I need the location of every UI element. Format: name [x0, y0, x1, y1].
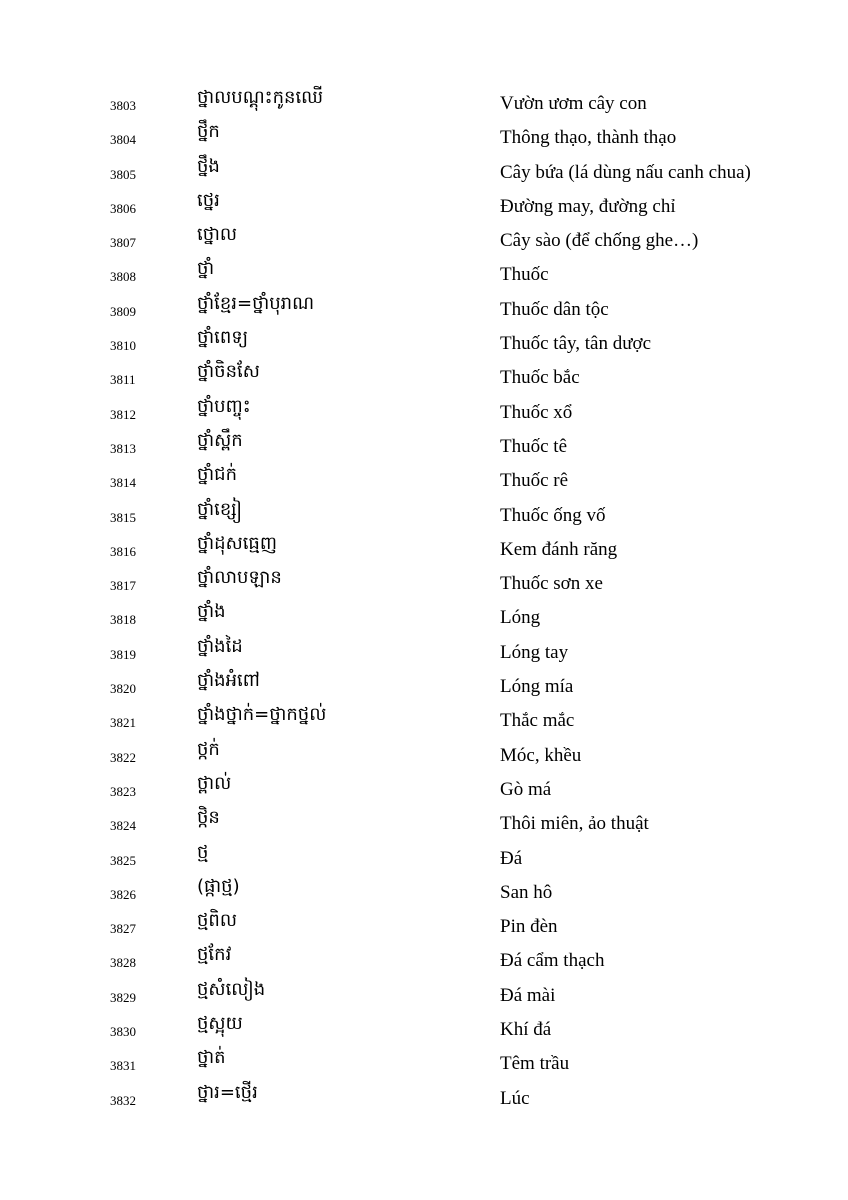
khmer-term: ថ្នាំខ្សៀ — [197, 498, 242, 520]
list-item — [0, 806, 848, 840]
khmer-term: ថ្នាំលាបឡាន — [197, 567, 282, 589]
vietnamese-translation: Đường may, đường chỉ — [500, 195, 676, 217]
vietnamese-translation: Cây sào (để chống ghe…) — [500, 230, 699, 252]
entry-number: 3817 — [110, 578, 136, 594]
list-item — [0, 223, 848, 257]
list-item — [0, 978, 848, 1012]
khmer-term: ថ្នារ=ថ្មើរ — [197, 1081, 258, 1103]
entry-number: 3811 — [110, 372, 136, 388]
khmer-term: ថ្នេរ — [197, 189, 220, 211]
list-item — [0, 1081, 848, 1115]
khmer-term: ថ្នាំងអំពៅ — [197, 670, 260, 692]
vietnamese-translation: Pin đèn — [500, 916, 558, 938]
vietnamese-translation: Thuốc tây, tân dược — [500, 333, 652, 355]
list-item — [0, 395, 848, 429]
entry-number: 3814 — [110, 475, 136, 491]
list-item — [0, 600, 848, 634]
list-item — [0, 257, 848, 291]
khmer-term: ថ្នាំងដៃ — [197, 635, 243, 657]
list-item — [0, 120, 848, 154]
khmer-term: ថ្នោល — [197, 224, 237, 246]
khmer-term: ថ្នឹក — [197, 121, 220, 143]
entry-number: 3828 — [110, 955, 136, 971]
list-item — [0, 566, 848, 600]
entry-number: 3822 — [110, 749, 136, 765]
vietnamese-translation: Thuốc — [500, 264, 549, 286]
list-item — [0, 875, 848, 909]
list-item — [0, 429, 848, 463]
entry-number: 3806 — [110, 200, 136, 216]
list-item — [0, 772, 848, 806]
vietnamese-translation: Thắc mắc — [500, 710, 575, 732]
vietnamese-translation: Thuốc rê — [500, 470, 569, 492]
entry-number: 3813 — [110, 440, 136, 456]
list-item — [0, 360, 848, 394]
list-item — [0, 86, 848, 120]
entry-number: 3825 — [110, 852, 136, 868]
khmer-term: ថ្មពិល — [197, 910, 237, 932]
khmer-term: ថ្នាំពេទ្យ — [197, 327, 249, 349]
vietnamese-translation: Khí đá — [500, 1019, 552, 1041]
list-item — [0, 703, 848, 737]
entry-number: 3832 — [110, 1092, 136, 1108]
list-item — [0, 189, 848, 223]
khmer-term: ថ្មសំលៀង — [197, 978, 266, 1000]
entry-number: 3809 — [110, 303, 136, 319]
khmer-term: ថ្កិន — [197, 807, 220, 829]
vietnamese-translation: Đá mài — [500, 984, 556, 1006]
khmer-term: ថ្នាលបណ្ដុះកូនឈើ — [197, 87, 324, 108]
khmer-term: ថ្មស្អុយ — [197, 1013, 243, 1035]
entry-number: 3810 — [110, 338, 136, 354]
khmer-term: ថ្នាំចិនសែ — [197, 361, 260, 383]
khmer-term: ថ្នាំដុសធ្មេញ — [197, 532, 277, 554]
khmer-term: ថ្នាំងថ្នាក់=ថ្នាកថ្នល់ — [197, 704, 327, 726]
khmer-term: ថ្ពាល់ — [197, 772, 232, 794]
vietnamese-translation: Gò má — [500, 778, 552, 800]
vietnamese-translation: Thuốc bắc — [500, 367, 580, 389]
khmer-term: ថ្នាំស្ពឹក — [197, 429, 243, 451]
entry-number: 3830 — [110, 1024, 136, 1040]
entry-number: 3812 — [110, 406, 136, 422]
vietnamese-translation: Thuốc sơn xe — [500, 573, 603, 595]
entry-number: 3807 — [110, 235, 136, 251]
khmer-term: ថ្នាត់ — [197, 1047, 226, 1069]
entry-number: 3823 — [110, 783, 136, 799]
list-item — [0, 909, 848, 943]
vietnamese-translation: Vườn ươm cây con — [500, 93, 647, 114]
vietnamese-translation: Thôi miên, ảo thuật — [500, 813, 649, 835]
vietnamese-translation: Móc, khều — [500, 744, 582, 766]
vietnamese-translation: Lóng mía — [500, 676, 574, 698]
khmer-term: ថ្នាំជក់ — [197, 464, 237, 486]
vietnamese-translation: Lúc — [500, 1087, 530, 1109]
list-item — [0, 326, 848, 360]
list-item — [0, 841, 848, 875]
vietnamese-translation: Đá — [500, 847, 523, 869]
khmer-term: (ផ្កាថ្ម) — [197, 875, 240, 897]
entry-number: 3815 — [110, 509, 136, 525]
vietnamese-translation: Lóng — [500, 607, 541, 629]
vietnamese-translation: Thông thạo, thành thạo — [500, 127, 677, 149]
vietnamese-translation: Thuốc xổ — [500, 401, 573, 423]
vietnamese-translation: Têm trầu — [500, 1053, 570, 1075]
vietnamese-translation: Cây bứa (lá dùng nấu canh chua) — [500, 161, 751, 183]
entry-number: 3827 — [110, 921, 136, 937]
khmer-term: ថ្នាំ — [197, 258, 215, 280]
khmer-term: ថ្កក់ — [197, 738, 220, 760]
vietnamese-translation: Kem đánh răng — [500, 538, 618, 560]
entry-number: 3818 — [110, 612, 136, 628]
entry-number: 3824 — [110, 818, 136, 834]
khmer-term: ថ្នាំបញ្ចុះ — [197, 395, 251, 417]
entry-number: 3821 — [110, 715, 136, 731]
list-item — [0, 463, 848, 497]
vietnamese-translation: San hô — [500, 881, 553, 903]
entry-number: 3831 — [110, 1058, 136, 1074]
khmer-term: ថ្នាំង — [197, 601, 226, 623]
vietnamese-translation: Thuốc tê — [500, 435, 568, 457]
list-item — [0, 635, 848, 669]
list-item — [0, 943, 848, 977]
entry-number: 3829 — [110, 989, 136, 1005]
list-item — [0, 1012, 848, 1046]
entry-number: 3820 — [110, 681, 136, 697]
list-item — [0, 738, 848, 772]
entry-number: 3805 — [110, 166, 136, 182]
vietnamese-translation: Thuốc dân tộc — [500, 298, 609, 320]
entry-number: 3826 — [110, 886, 136, 902]
list-item — [0, 155, 848, 189]
entry-number: 3804 — [110, 132, 136, 148]
list-item — [0, 498, 848, 532]
khmer-term: ថ្មកែវ — [197, 944, 232, 966]
entry-number: 3819 — [110, 646, 136, 662]
list-item — [0, 1046, 848, 1080]
vietnamese-translation: Thuốc ống vố — [500, 504, 606, 526]
entry-number: 3808 — [110, 269, 136, 285]
entry-list — [0, 86, 848, 1115]
entry-number: 3816 — [110, 543, 136, 559]
khmer-term: ថ្នឹង — [197, 155, 220, 177]
list-item — [0, 292, 848, 326]
khmer-term: ថ្ម — [197, 841, 209, 863]
list-item — [0, 669, 848, 703]
vietnamese-translation: Lóng tay — [500, 641, 569, 663]
vietnamese-translation: Đá cẩm thạch — [500, 950, 605, 972]
entry-number: 3803 — [110, 98, 136, 113]
khmer-term: ថ្នាំខ្មែរ=ថ្នាំបុរាណ — [197, 292, 315, 314]
list-item — [0, 532, 848, 566]
